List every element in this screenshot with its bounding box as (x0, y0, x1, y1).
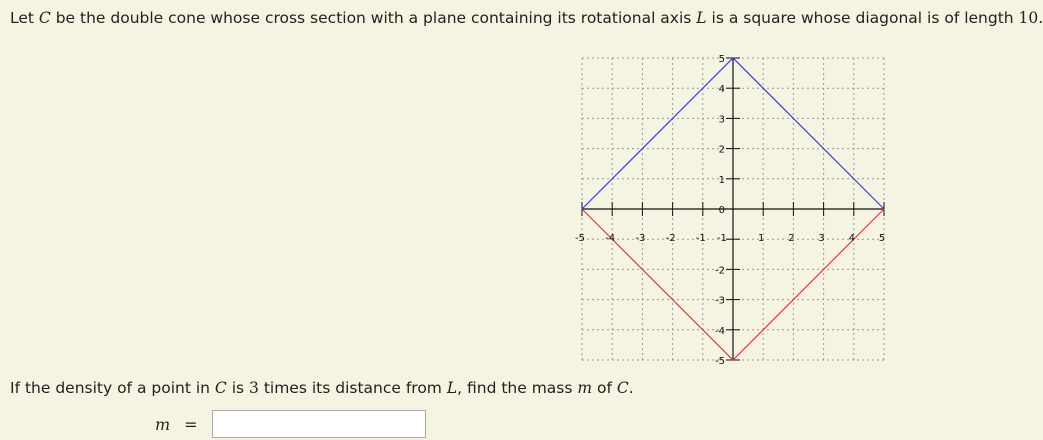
problem-text-2: be the double cone whose cross section with a plane containing its rotational axis (50, 9, 697, 27)
x-tick-label: -5 (575, 233, 585, 244)
question-text-5: of (592, 379, 617, 397)
answer-input[interactable] (212, 410, 426, 438)
x-tick-label: -1 (695, 233, 706, 244)
var-m: m (577, 379, 593, 397)
x-tick-label: 5 (878, 233, 886, 244)
problem-text-3: is a square whose diagonal is of length (706, 9, 1019, 27)
y-tick-label: -3 (715, 295, 725, 307)
y-tick-label: 0 (718, 205, 725, 216)
y-tick-label: 4 (718, 84, 725, 96)
diagonal-length: 10. (1018, 9, 1043, 27)
var-c: C (38, 9, 51, 27)
problem-text-1: Let (10, 9, 39, 27)
var-l: L (446, 379, 458, 397)
var-l: L (696, 9, 707, 27)
x-tick-label: -4 (605, 233, 616, 244)
tick-labels (575, 54, 885, 367)
x-tick-label: -2 (665, 233, 676, 244)
y-tick-label: 2 (718, 144, 725, 156)
question-text-4: , find the mass (457, 379, 578, 397)
x-tick-label: 4 (848, 233, 855, 244)
question-text-6: . (628, 379, 634, 397)
var-c: C (214, 379, 227, 397)
y-tick-label: -5 (715, 356, 725, 367)
y-tick-label: 5 (718, 54, 725, 65)
problem-statement (10, 9, 1043, 27)
x-tick-label: 2 (788, 233, 795, 244)
y-tick-label: 1 (718, 174, 725, 186)
x-tick-label: 3 (818, 233, 825, 244)
answer-row (155, 410, 426, 438)
cone-cross-section-graph (572, 50, 892, 370)
density-factor: 3 (249, 379, 259, 397)
x-tick-label: 1 (758, 233, 765, 244)
x-tick-label: -1 (716, 233, 727, 244)
question-text-1: If the density of a point in (10, 379, 215, 397)
y-tick-label: -4 (715, 325, 725, 337)
x-tick-label: -3 (635, 233, 646, 244)
question-text-2: is (226, 379, 250, 397)
var-c: C (616, 379, 629, 397)
y-tick-label: -2 (715, 265, 725, 277)
question-text (10, 379, 634, 397)
equals-sign: = (184, 414, 198, 434)
axes (582, 58, 884, 360)
question-text-3: times its distance from (258, 379, 447, 397)
y-tick-label: 3 (718, 114, 725, 126)
answer-label: m (155, 414, 171, 434)
